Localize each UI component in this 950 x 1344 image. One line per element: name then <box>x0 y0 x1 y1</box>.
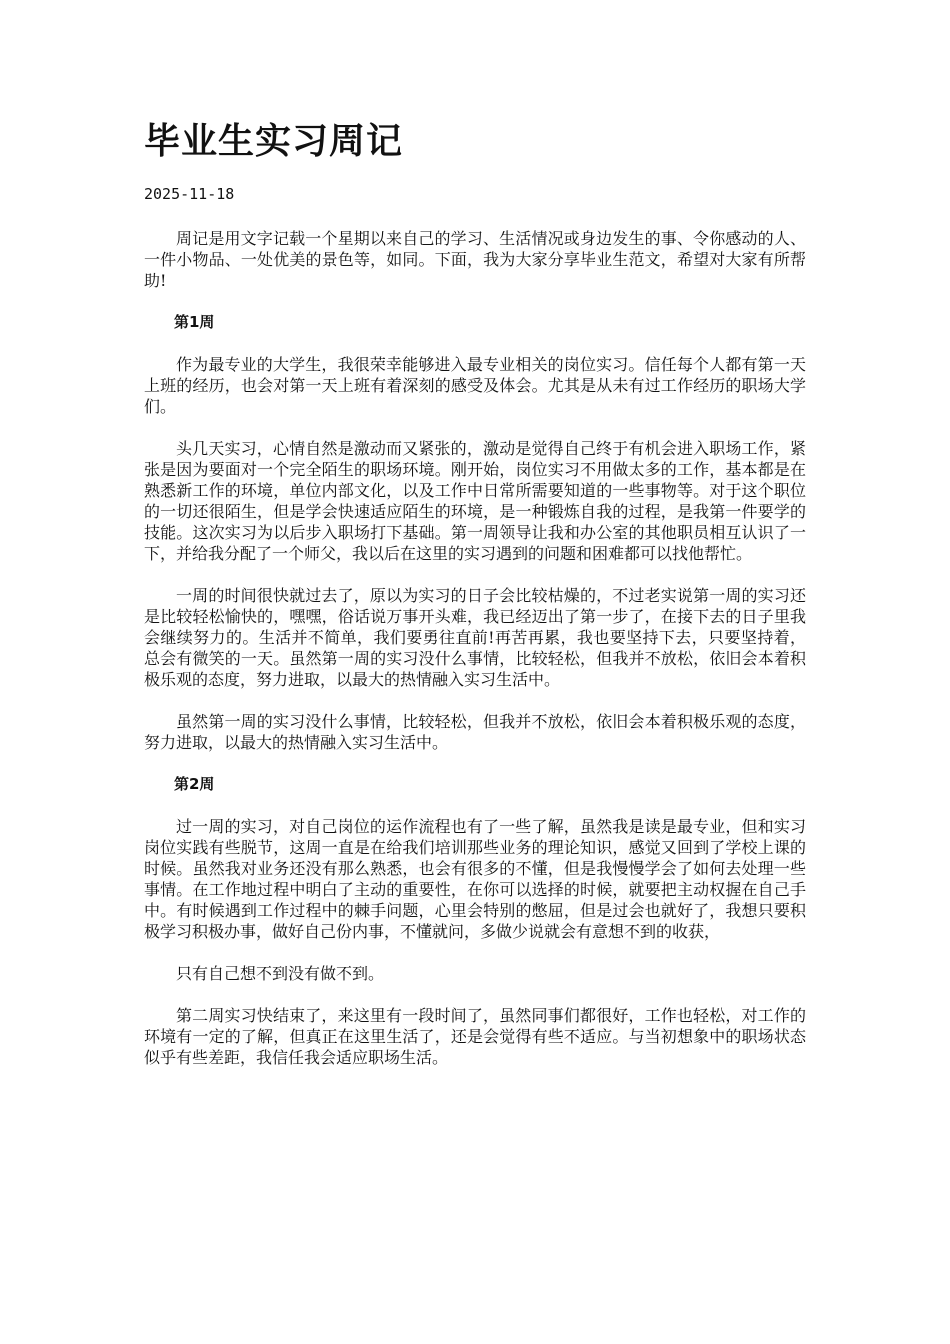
paragraph: 虽然第一周的实习没什么事情，比较轻松，但我并不放松，依旧会本着积极乐观的态度，努力进取，以最大的热情融入实习生活中。 <box>144 712 806 752</box>
section-heading-week-2: 第2周 <box>174 775 215 793</box>
document-title: 毕业生实习周记 <box>144 121 404 162</box>
paragraph: 头几天实习，心情自然是激动而又紧张的，激动是觉得自己终于有机会进入职场工作，紧张是因为要面对一个完全陌生的职场环境。刚开始，岗位实习不用做太多的工作，基本都是在熟悉新工作的环境，单位内部文化，以及工作中日常所需要知道的一些事物等。对于这个职位的一切还很陌生，但是学会快速适应陌生的环境，是一种锻炼自我的过程，是我第一件要学的技能。这次实习为以后步入职场打下基础。第一周领导让我和办公室的其他职员相互认识了一下，并给我分配了一个师父，我以后在这里的实习遇到的问题和困难都可以找他帮忙。 <box>144 439 806 563</box>
paragraph: 只有自己想不到没有做不到。 <box>176 964 385 983</box>
document-date: 2025-11-18 <box>144 185 235 203</box>
paragraph: 第二周实习快结束了，来这里有一段时间了，虽然同事们都很好，工作也轻松，对工作的环境有一定的了解，但真正在这里生活了，还是会觉得有些不适应。与当初想象中的职场状态似乎有些差距，我信任我会适应职场生活。 <box>144 1006 806 1067</box>
paragraph: 一周的时间很快就过去了，原以为实习的日子会比较枯燥的，不过老实说第一周的实习还是比较轻松愉快的，嘿嘿，俗话说万事开头难，我已经迈出了第一步了，在接下去的日子里我会继续努力的。生活并不简单，我们要勇往直前!再苦再累，我也要坚持下去，只要坚持着，总会有微笑的一天。虽然第一周的实习没什么事情，比较轻松，但我并不放松，依旧会本着积极乐观的态度，努力进取，以最大的热情融入实习生活中。 <box>144 586 806 689</box>
intro-paragraph: 周记是用文字记载一个星期以来自己的学习、生活情况或身边发生的事、令你感动的人、一件小物品、一处优美的景色等，如同。下面，我为大家分享毕业生范文，希望对大家有所帮助! <box>144 229 806 290</box>
document-page <box>144 120 806 1089</box>
section-heading-week-1: 第1周 <box>174 313 215 331</box>
paragraph: 过一周的实习，对自己岗位的运作流程也有了一些了解，虽然我是读是最专业，但和实习岗位实践有些脱节，这周一直是在给我们培训那些业务的理论知识，感觉又回到了学校上课的时候。虽然我对业务还没有那么熟悉，也会有很多的不懂，但是我慢慢学会了如何去处理一些事情。在工作地过程中明白了主动的重要性，在你可以选择的时候，就要把主动权握在自己手中。有时候遇到工作过程中的棘手问题，心里会特别的憋屈，但是过会也就好了，我想只要积极学习积极办事，做好自己份内事，不懂就问，多做少说就会有意想不到的收获， <box>144 817 806 941</box>
document-body <box>144 228 806 1068</box>
paragraph: 作为最专业的大学生，我很荣幸能够进入最专业相关的岗位实习。信任每个人都有第一天上班的经历，也会对第一天上班有着深刻的感受及体会。尤其是从未有过工作经历的职场大学们。 <box>144 355 806 416</box>
